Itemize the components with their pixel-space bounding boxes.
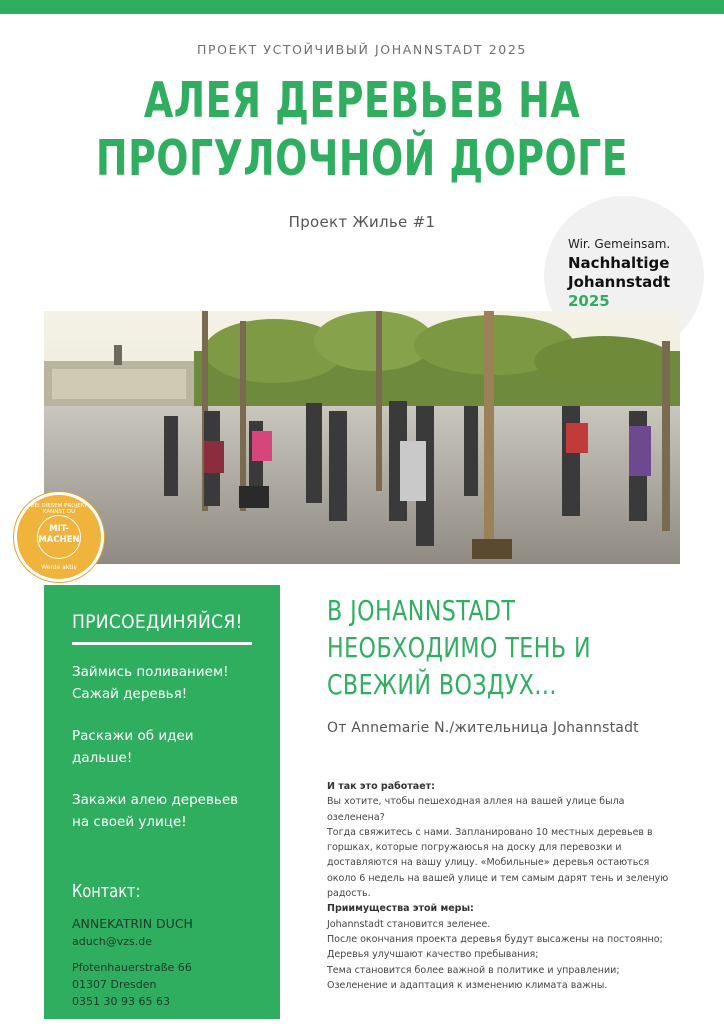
- heading-line-2: НЕОБХОДИМО ТЕНЬ И: [327, 631, 591, 664]
- benefit-line: После окончания проекта деревья будут высажены на постоянно;: [327, 933, 663, 945]
- page-title: [85, 72, 639, 188]
- article-body: [327, 779, 707, 993]
- hero-photo: [44, 311, 680, 564]
- how-line: горшках, которые погружаюсья на доску для перевозки и: [327, 842, 622, 854]
- article-byline: От Annemarie N./жительница Johannstadt: [327, 720, 639, 736]
- how-line: около 6 недель на вашей улице и тем самым дарят тень и зеленую: [327, 872, 669, 884]
- sticker-ring-top: BEI DIESEM PROJEKT KANNST DU: [30, 503, 88, 515]
- contact-email[interactable]: aduch@vzs.de: [72, 935, 152, 948]
- badge-line-3: Johannstadt: [568, 273, 671, 291]
- how-line: Тогда свяжитесь с нами. Запланировано 10 местных деревьев в: [327, 826, 653, 838]
- how-line: озеленена?: [327, 811, 385, 823]
- benefit-line: Johannstadt становится зеленее.: [327, 918, 491, 930]
- join-title: ПРИСОЕДИНЯЙСЯ!: [72, 611, 243, 633]
- contact-city: 01307 Dresden: [72, 978, 157, 991]
- benefit-line: Тема становится более важной в политике и управлении;: [327, 964, 620, 976]
- heading-line-1: В JOHANNSTADT: [327, 594, 516, 627]
- join-item-3-line-1: Закажи алею деревьев: [72, 792, 239, 808]
- join-item-1-line-1: Займись поливанием!: [72, 664, 229, 680]
- title-line-2: ПРОГУЛОЧНОЙ ДОРОГЕ: [95, 130, 629, 187]
- sidebar-panel: [44, 585, 280, 1019]
- join-item-3-line-2: на своей улице!: [72, 814, 187, 830]
- sticker-word-2: MACHEN: [38, 535, 80, 545]
- contact-name: ANNEKATRIN DUCH: [72, 916, 193, 931]
- how-title: И так это работает:: [327, 781, 435, 792]
- benefit-line: Деревья улучшают качество пребывания;: [327, 949, 539, 961]
- how-line: радость.: [327, 888, 371, 900]
- join-item-2: [72, 725, 267, 769]
- badge-line-4: 2025: [568, 292, 610, 310]
- benefit-line: Озеленение и адаптация к изменению климата важны.: [327, 979, 608, 991]
- article-heading: [327, 592, 653, 703]
- contact-street: Pfotenhauerstraße 66: [72, 961, 192, 974]
- join-item-3: [72, 789, 267, 833]
- badge-line-2: Nachhaltige: [568, 254, 670, 272]
- heading-line-3: СВЕЖИЙ ВОЗДУХ...: [327, 668, 557, 701]
- how-line: доставляются на вашу улицу. «Мобильные» деревья остаються: [327, 857, 650, 869]
- page-subtitle: Проект Жилье #1: [288, 213, 436, 231]
- badge-line-1: Wir. Gemeinsam.: [568, 237, 671, 251]
- sticker-word-1: MIT-: [49, 524, 69, 534]
- contact-phone: 0351 30 93 65 63: [72, 995, 170, 1008]
- title-line-1: АЛЕЯ ДЕРЕВЬЕВ НА: [143, 72, 581, 129]
- benefits-title: Приимущества этой меры:: [327, 903, 474, 915]
- join-item-1: [72, 661, 267, 705]
- how-line: Вы хотите, чтобы пешеходная аллея на вашей улице была: [327, 796, 625, 808]
- join-item-2-line-2: дальше!: [72, 750, 133, 766]
- contact-title: Контакт:: [72, 881, 141, 902]
- hero-photo-illustration: [44, 311, 680, 564]
- join-item-2-line-1: Раскажи об идеи: [72, 728, 194, 744]
- project-kicker: ПРОЕКТ УСТОЙЧИВЫЙ JOHANNSTADT 2025: [197, 42, 527, 57]
- sticker-ring-bottom: Werde aktiv: [41, 564, 77, 571]
- mitmachen-sticker: [14, 492, 104, 582]
- join-item-1-line-2: Сажай деревья!: [72, 686, 188, 702]
- join-divider: [72, 642, 252, 645]
- top-accent-bar: [0, 0, 724, 14]
